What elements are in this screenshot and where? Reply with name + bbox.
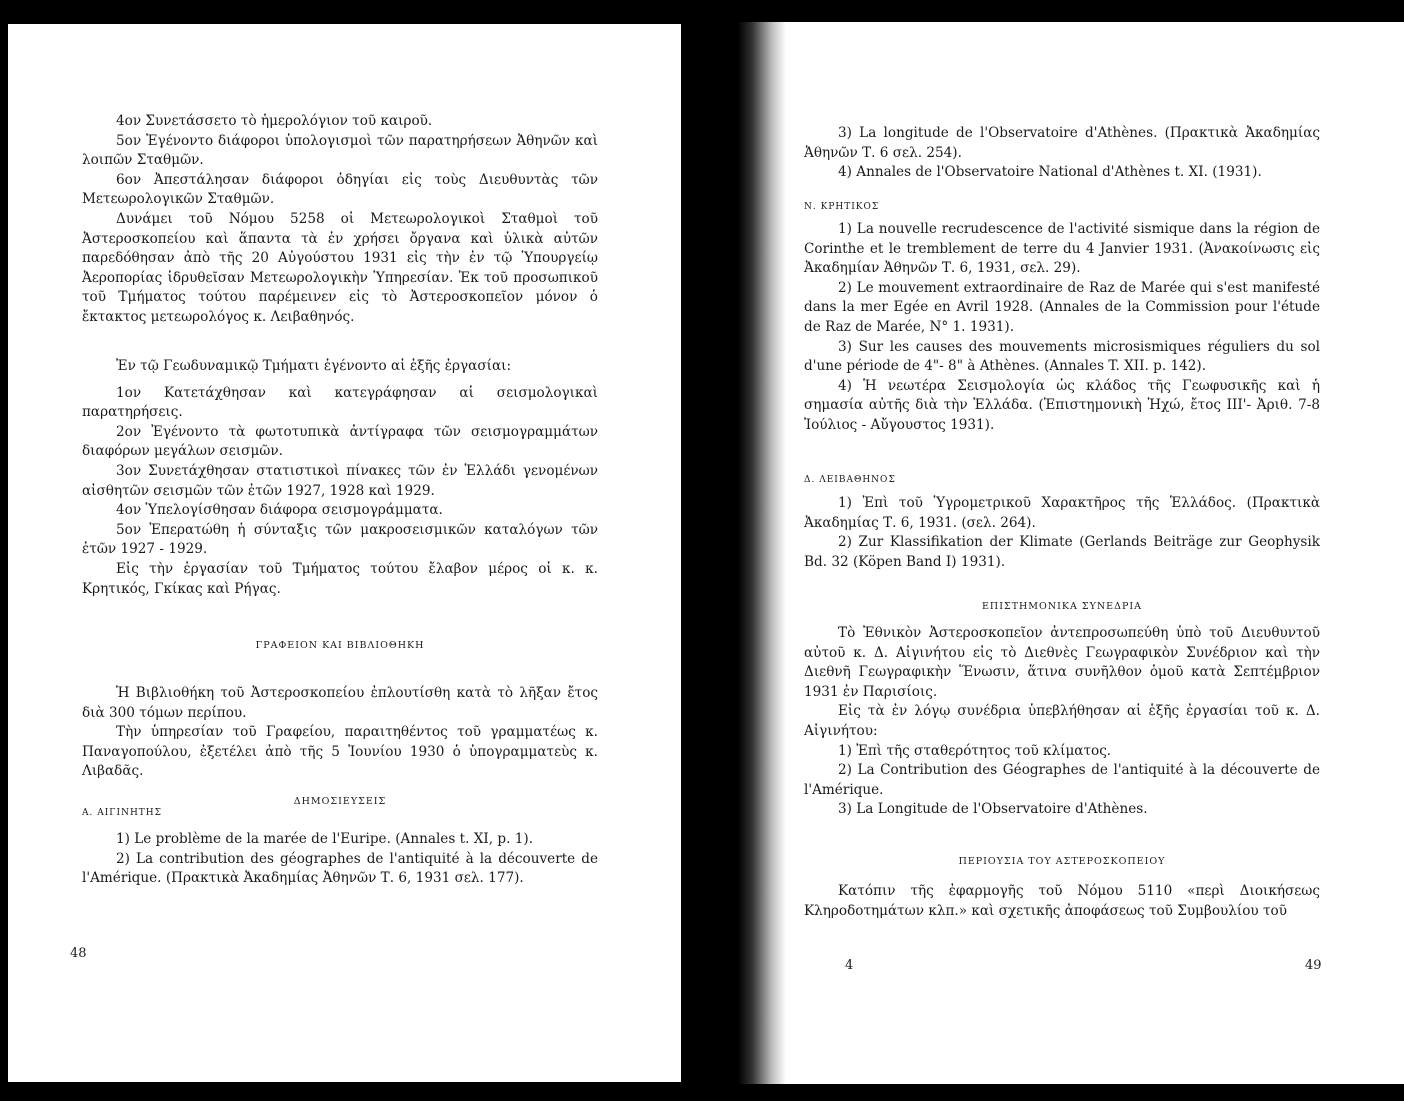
page-number-right: 49 [1305,958,1322,973]
page-number-left: 48 [70,946,87,961]
paragraph: 3) La longitude de l'Observatoire d'Athènes. (Πρακτικὰ Ἀκαδημίας Ἀθηνῶν Τ. 6 σελ. 254). [804,125,1320,161]
right-block-3 [804,494,1320,572]
paragraph: Εἰς τὴν ἐργασίαν τοῦ Τμήματος τούτου ἔλαβον μέρος οἱ κ. κ. Κρητικός, Γκίκας καὶ Ρήγας. [82,560,598,597]
paragraph: Ἐν τῷ Γεωδυναμικῷ Τμήματι ἐγένοντο αἱ ἑξῆς ἐργασίαι: [116,358,512,374]
signature-mark: 4 [845,958,854,973]
paragraph: 1ον Κατετάχθησαν καὶ κατεγράφησαν αἱ σεισμολογικαὶ παρατηρήσεις. [82,384,598,421]
left-heading-library-wrap [82,636,598,656]
section-heading-library: ΓΡΑΦΕΙΟΝ ΚΑΙ ΒΙΒΛΙΟΘΗΚΗ [255,640,425,651]
paragraph: 1) Ἐπὶ τοῦ Ὑγρομετρικοῦ Χαρακτῆρος τῆς Ἑλλάδος. (Πρακτικὰ Ἀκαδημίας Τ. 6, 1931. (σελ. 264). [804,495,1320,531]
paragraph: Ἡ Βιβλιοθήκη τοῦ Ἀστεροσκοπείου ἐπλουτίσθη κατὰ τὸ λῆξαν ἔτος διὰ 300 τόμων περίπου. [82,685,598,721]
paragraph: 5ον Ἐγένοντο διάφοροι ὑπολογισμοὶ τῶν παρατηρήσεων Ἀθηνῶν καὶ λοιπῶν Σταθμῶν. [82,132,598,169]
left-block-4 [82,830,598,889]
left-block-1 [82,112,598,328]
right-page [738,22,1404,1084]
right-block-5 [804,882,1320,921]
right-author-kritikos-wrap [804,198,1320,218]
paragraph: 2) Zur Klassifikation der Klimate (Gerlands Beiträge zur Geophysik Bd. 32 (Köpen Band I) 1931). [804,534,1320,570]
paragraph: 2ον Ἐγένοντο τὰ φωτοτυπικὰ ἀντίγραφα τῶν σεισμογραμμάτων διαφόρων μεγάλων σεισμῶν. [82,423,598,460]
right-author-leivathinos-wrap [804,471,1320,491]
paragraph: 6ον Ἀπεστάλησαν διάφοροι ὁδηγίαι εἰς τοὺς Διευθυντὰς τῶν Μετεωρολογικῶν Σταθμῶν. [82,171,598,208]
paragraph: 2) Le mouvement extraordinaire de Raz de Marée qui s'est manifesté dans la mer Egée en Avril 1928. (Annales de la Commission pour l'étude de Raz de Marée, N° 1. 1931). [804,279,1320,335]
author-kritikos: Ν. ΚΡΗΤΙΚΟΣ [804,202,880,212]
left-block-3 [82,684,598,782]
left-block-2 [82,357,598,599]
paragraph: Εἰς τὰ ἐν λόγῳ συνέδρια ὑπεβλήθησαν αἱ ἑξῆς ἐργασίαι τοῦ κ. Δ. Αἰγινήτου: [804,703,1320,739]
paragraph: 3ον Συνετάχθησαν στατιστικοὶ πίνακες τῶν ἐν Ἑλλάδι γενομένων αἰσθητῶν σεισμῶν τῶν ἐτῶν 1927, 1928 καὶ 1929. [82,462,598,499]
paragraph: 3) La Longitude de l'Observatoire d'Athènes. [838,801,1148,818]
section-heading-congresses: ΕΠΙΣΤΗΜΟΝΙΚΑ ΣΥΝΕΔΡΙΑ [982,601,1142,612]
author-aiginitis: Α. ΑΙΓΙΝΗΤΗΣ [82,808,163,818]
paragraph: Κατόπιν τῆς ἐφαρμογῆς τοῦ Νόμου 5110 «περὶ Διοικήσεως Κληροδοτημάτων κλπ.» καὶ σχετικῆς ἀποφάσεως τοῦ Συμβουλίου τοῦ [804,883,1320,919]
left-author-wrap [82,804,598,824]
paragraph: Τὸ Ἐθνικὸν Ἀστεροσκοπεῖον ἀντεπροσωπεύθη ὑπὸ τοῦ Διευθυντοῦ αὐτοῦ κ. Δ. Αἰγινήτου εἰς τὸ Διεθνὲς Γεωγραφικὸν Συνέδριον καὶ τὴν Διεθνῆ Γεωγραφικὴν Ἕνωσιν, ἅτινα συνῆλθον ὁμοῦ κατὰ Σεπτέμβριον 1931 ἐν Παρισίοις. [804,625,1320,700]
paragraph: 3) Sur les causes des mouvements microsismiques réguliers du sol d'une période de 4"- 8" à Athènes. (Annales T. XII. p. 142). [804,338,1320,375]
right-block-2 [804,220,1320,436]
paragraph: 1) La nouvelle recrudescence de l'activité sismique dans la région de Corinthe et le tremblement de terre du 4 Janvier 1931. (Ἀνακοίνωσις εἰς Ἀκαδημίαν Ἀθηνῶν Τ. 6, 1931, σελ. 29). [804,221,1320,277]
paragraph: 1) Le problème de la marée de l'Euripe. (Annales t. XI, p. 1). [116,831,534,847]
paragraph: Δυνάμει τοῦ Νόμου 5258 οἱ Μετεωρολογικοὶ Σταθμοὶ τοῦ Ἀστεροσκοπείου καὶ ἅπαντα τὰ ἐν χρήσει ὄργανα καὶ ὑλικὰ αὐτῶν παρεδόθησαν ἀπὸ τῆς 20 Αὐγούστου 1931 εἰς τὴν ἐν τῷ Ὑπουργείῳ Ἀεροπορίας ἱδρυθεῖσαν Μετεωρολογικὴν Ὑπηρεσίαν. Ἐκ τοῦ προσωπικοῦ τοῦ Τμήματος τούτου παρέμεινεν εἰς τὸ Ἀστεροσκοπεῖον μόνον ὁ ἔκτακτος μετεωρολόγος κ. Λειβαθηνός. [82,210,598,325]
right-heading-congresses-wrap [804,597,1320,617]
paragraph: 2) La Contribution des Géographes de l'antiquité à la découverte de l'Amérique. [804,762,1320,798]
paragraph: 4ον Συνετάσσετο τὸ ἡμερολόγιον τοῦ καιροῦ. [116,113,433,129]
paragraph: 4) Ἡ νεωτέρα Σεισμολογία ὡς κλάδος τῆς Γεωφυσικῆς καὶ ἡ σημασία αὐτῆς διὰ τὴν Ἑλλάδα. (Ἐπιστημονικὴ Ἠχώ, ἔτος ΙΙΙ'- Ἀριθ. 7-8 Ἰούλιος - Αὔγουστος 1931). [804,377,1320,433]
right-heading-property-wrap [804,852,1320,872]
right-block-1 [804,124,1320,183]
left-page [8,24,681,1082]
paragraph: 2) La contribution des géographes de l'antiquité à la découverte de l'Amérique. (Πρακτικὰ Ἀκαδημίας Ἀθηνῶν Τ. 6, 1931 σελ. 177). [82,850,598,887]
paragraph: Τὴν ὑπηρεσίαν τοῦ Γραφείου, παραιτηθέντος τοῦ γραμματέως κ. Παναγοπούλου, ἐξετέλει ἀπὸ τῆς 5 Ἰουνίου 1930 ὁ ὑπογραμματεὺς κ. Λιβαδᾶς. [82,724,598,780]
author-leivathinos: Δ. ΛΕΙΒΑΘΗΝΟΣ [804,475,896,485]
paragraph: 1) Ἐπὶ τῆς σταθερότητος τοῦ κλίματος. [838,742,1112,759]
paragraph: 5ον Ἐπερατώθη ἡ σύνταξις τῶν μακροσεισμικῶν καταλόγων τῶν ἐτῶν 1927 - 1929. [82,521,598,558]
section-heading-property: ΠΕΡΙΟΥΣΙΑ ΤΟΥ ΑΣΤΕΡΟΣΚΟΠΕΙΟΥ [958,856,1166,867]
paragraph: 4ον Ὑπελογίσθησαν διάφορα σεισμογράμματα. [116,502,443,519]
paragraph: 4) Annales de l'Observatoire National d'Athènes t. XI. (1931). [838,164,1262,181]
section-heading-publications: ΔΗΜΟΣΙΕΥΣΕΙΣ [293,796,387,807]
right-block-4 [804,624,1320,820]
